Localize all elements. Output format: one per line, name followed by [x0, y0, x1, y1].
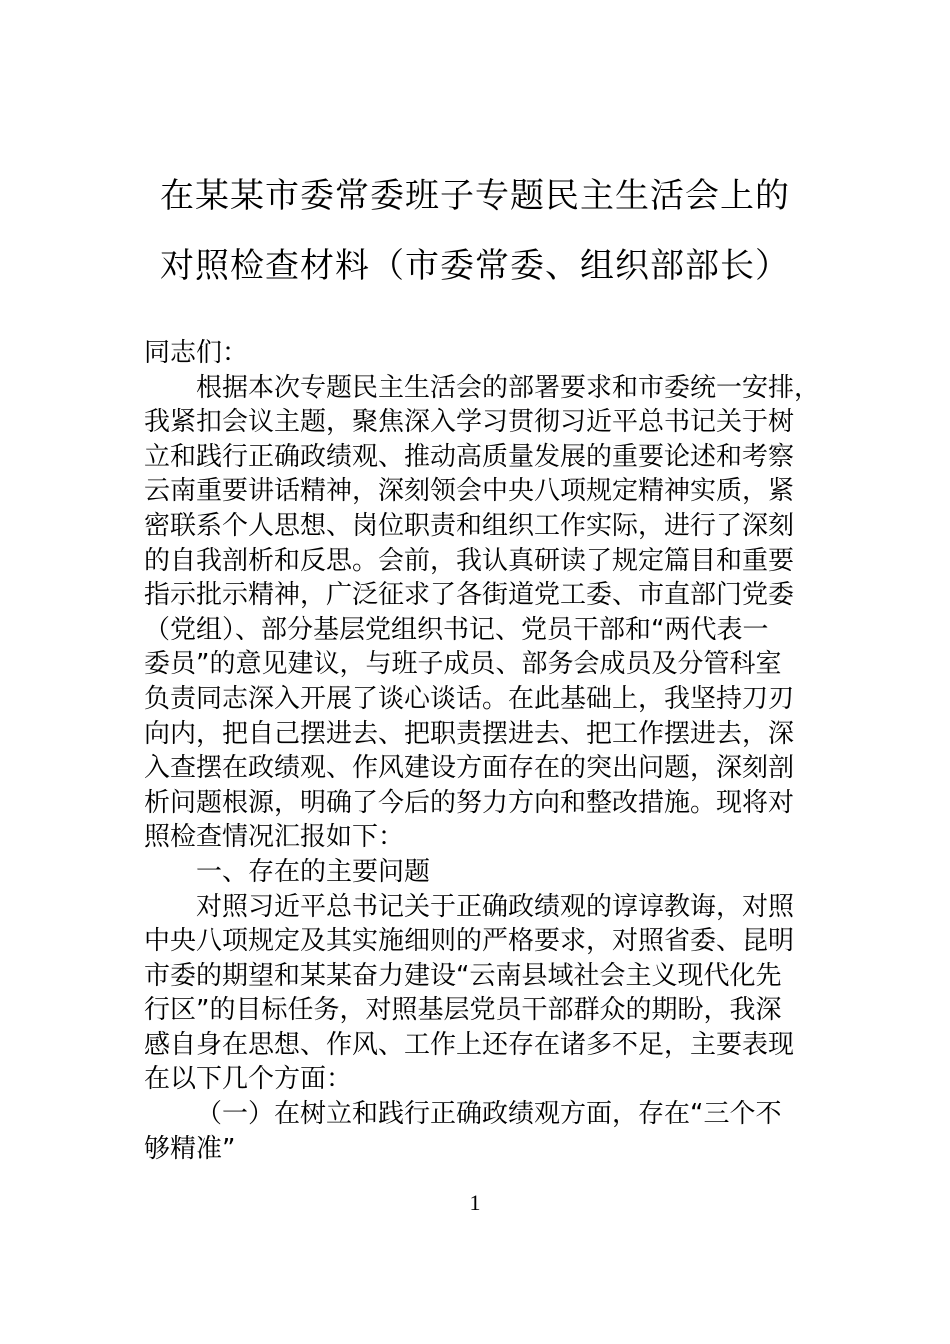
body-line: 在以下几个方面：	[144, 1064, 353, 1095]
body-line: 中央八项规定及其实施细则的严格要求，对照省委、昆明	[144, 926, 795, 957]
body-line: 市委的期望和某某奋力建设“云南县域社会主义现代化先	[144, 960, 782, 991]
body-line: 立和践行正确政绩观、推动高质量发展的重要论述和考察	[144, 441, 795, 472]
body-line: 指示批示精神，广泛征求了各街道党工委、市直部门党委	[144, 580, 795, 611]
body-line: 对照习近平总书记关于正确政绩观的谆谆教诲，对照	[196, 891, 795, 922]
document-title-line-2: 对照检查材料（市委常委、组织部部长）	[160, 246, 790, 286]
document-body	[144, 336, 834, 1166]
body-line: 委员”的意见建议，与班子成员、部务会成员及分管科室	[144, 649, 782, 680]
body-line: 感自身在思想、作风、工作上还存在诸多不足，主要表现	[144, 1029, 795, 1060]
body-line: 向内，把自己摆进去、把职责摆进去、把工作摆进去，深	[144, 718, 795, 749]
body-line: 析问题根源，明确了今后的努力方向和整改措施。现将对	[144, 787, 795, 818]
body-line: 根据本次专题民主生活会的部署要求和市委统一安排，	[196, 372, 821, 403]
body-line: 一、存在的主要问题	[196, 856, 431, 887]
body-line: 我紧扣会议主题，聚焦深入学习贯彻习近平总书记关于树	[144, 407, 795, 438]
body-line: 入查摆在政绩观、作风建设方面存在的突出问题，深刻剖	[144, 753, 795, 784]
body-line: 云南重要讲话精神，深刻领会中央八项规定精神实质，紧	[144, 476, 795, 507]
body-line: （一）在树立和践行正确政绩观方面，存在“三个不	[196, 1099, 782, 1130]
body-line: 行区”的目标任务，对照基层党员干部群众的期盼，我深	[144, 995, 782, 1026]
body-line: 照检查情况汇报如下：	[144, 822, 405, 853]
document-title-line-1: 在某某市委常委班子专题民主生活会上的	[160, 176, 790, 216]
body-line: 密联系个人思想、岗位职责和组织工作实际，进行了深刻	[144, 510, 795, 541]
body-line: 的自我剖析和反思。会前，我认真研读了规定篇目和重要	[144, 545, 795, 576]
body-line: （党组）、部分基层党组织书记、党员干部和“两代表一	[144, 614, 769, 645]
page-number: 1	[469, 1190, 481, 1215]
body-line: 够精准”	[144, 1133, 236, 1164]
body-line: 负责同志深入开展了谈心谈话。在此基础上，我坚持刀刃	[144, 683, 795, 714]
body-line: 同志们：	[144, 338, 249, 368]
